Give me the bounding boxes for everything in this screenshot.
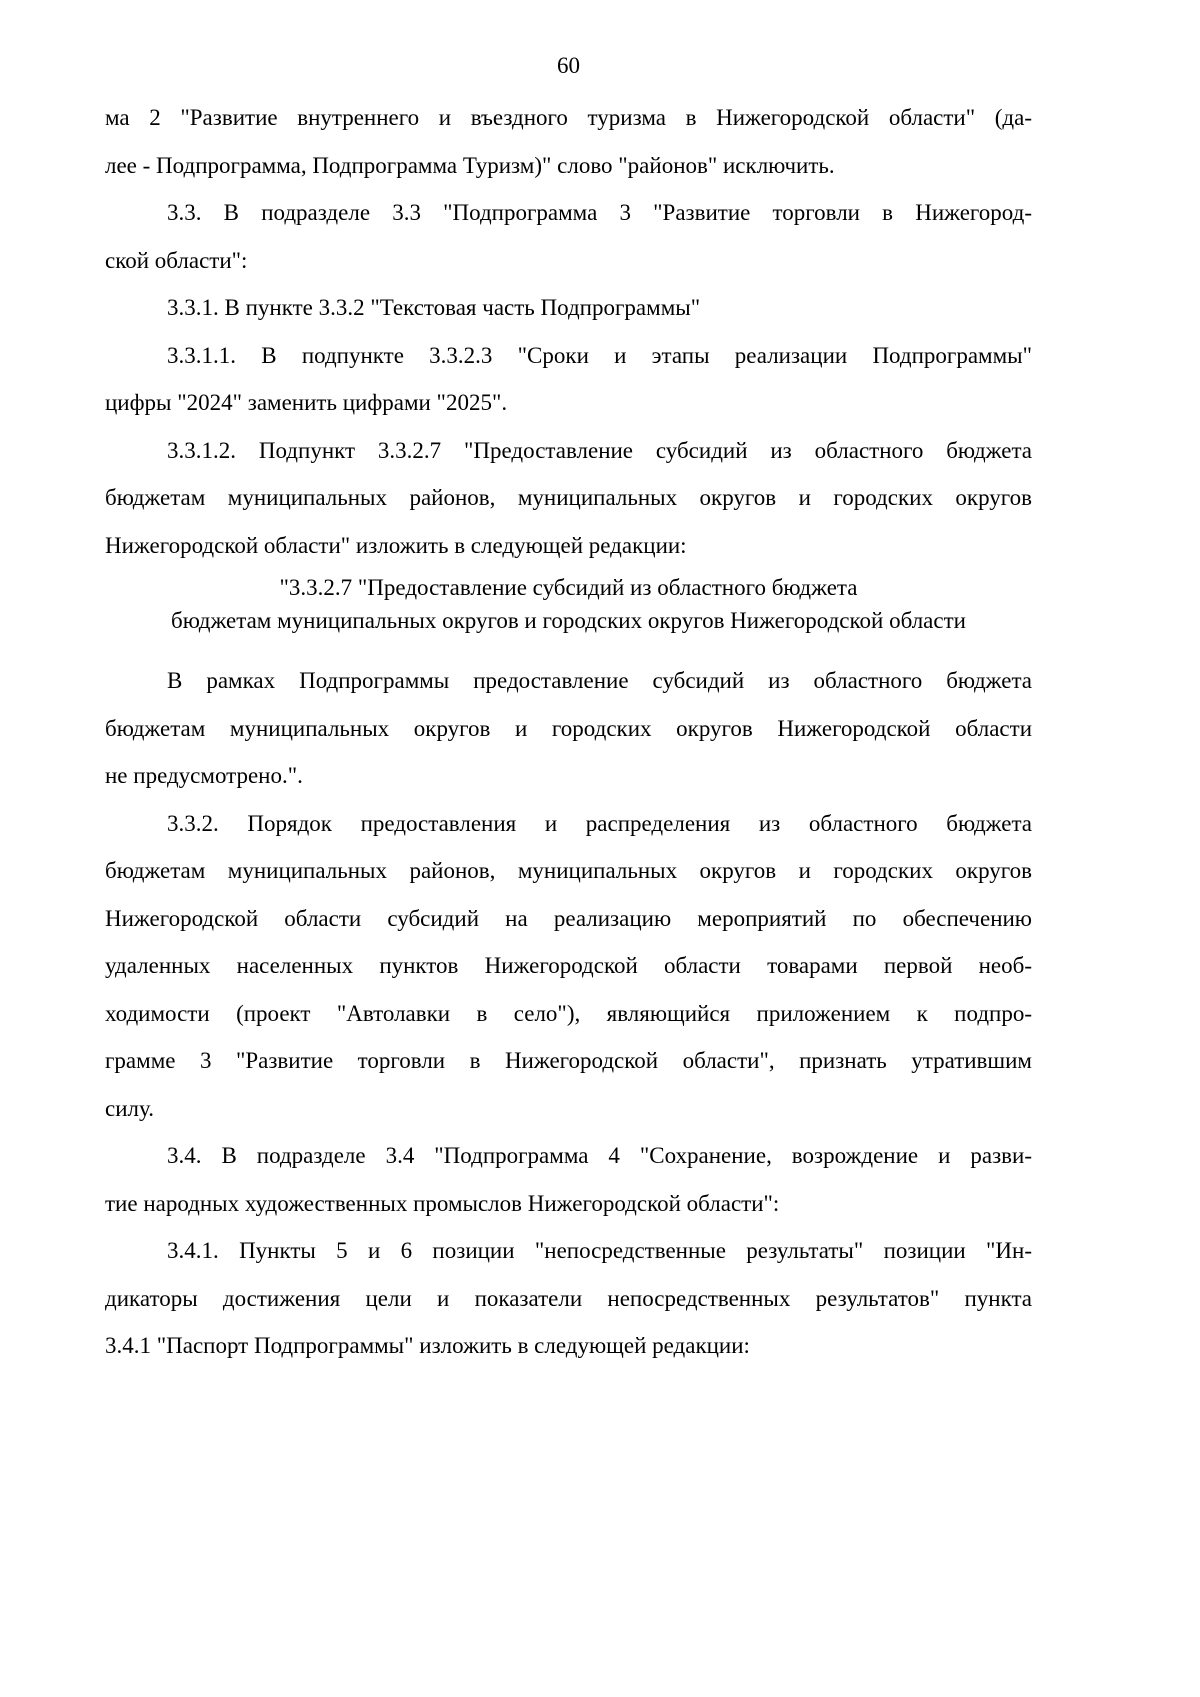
text-line: бюджетам муниципальных округов и городских округов Нижегородской области (105, 715, 1032, 741)
text-line: лее - Подпрограмма, Подпрограмма Туризм)" слово "районов" исключить. (105, 152, 835, 178)
text-line: 3.4.1. Пункты 5 и 6 позиции "непосредственные результаты" позиции "Ин- (167, 1238, 1032, 1263)
text-line: силу. (105, 1095, 154, 1121)
text-line: цифры "2024" заменить цифрами "2025". (105, 390, 508, 415)
text-line: В рамках Подпрограммы предоставление субсидий из областного бюджета (167, 668, 1032, 693)
text-line: ходимости (проект "Автолавки в село"), являющийся приложением к подпро- (105, 1000, 1032, 1026)
paragraph (105, 800, 1032, 1133)
paragraph (105, 94, 1032, 189)
paragraph (105, 657, 1032, 800)
text-line: дикаторы достижения цели и показатели непосредственных результатов" пункта (105, 1285, 1032, 1311)
paragraph (105, 189, 1032, 284)
text-line: 3.4. В подразделе 3.4 "Подпрограмма 4 "Сохранение, возрождение и разви- (167, 1143, 1032, 1168)
paragraph (105, 427, 1032, 570)
paragraph (105, 284, 1032, 332)
text-line: бюджетам муниципальных районов, муниципальных округов и городских округов (105, 858, 1032, 883)
text-line: бюджетам муниципальных районов, муниципальных округов и городских округов (105, 485, 1032, 510)
text-line: бюджетам муниципальных округов и городских округов Нижегородской области (171, 608, 966, 633)
text-line: ма 2 "Развитие внутреннего и въездного туризма в Нижегородской области" (да- (105, 105, 1032, 130)
text-line: не предусмотрено.". (105, 763, 303, 788)
text-line: грамме 3 "Развитие торговли в Нижегородской области", признать утратившим (105, 1048, 1032, 1073)
text-line: 3.3.2. Порядок предоставления и распределения из областного бюджета (167, 810, 1032, 836)
text-line: Нижегородской области субсидий на реализацию мероприятий по обеспечению (105, 905, 1032, 931)
paragraph (105, 571, 1032, 637)
text-line: 3.4.1 "Паспорт Подпрограммы" изложить в следующей редакции: (105, 1333, 750, 1358)
text-line: "3.3.2.7 "Предоставление субсидий из областного бюджета (279, 575, 858, 600)
document-body (105, 94, 1032, 1370)
text-line: 3.3.1. В пункте 3.3.2 "Текстовая часть Подпрограммы" (167, 295, 701, 320)
text-line: 3.3. В подразделе 3.3 "Подпрограмма 3 "Развитие торговли в Нижегород- (167, 200, 1032, 225)
text-line: ской области": (105, 247, 248, 273)
text-line: тие народных художественных промыслов Нижегородской области": (105, 1190, 780, 1216)
text-line: 3.3.1.1. В подпункте 3.3.2.3 "Сроки и этапы реализации Подпрограммы" (167, 342, 1032, 368)
text-line: 3.3.1.2. Подпункт 3.3.2.7 "Предоставление субсидий из областного бюджета (167, 437, 1032, 463)
paragraph (105, 1132, 1032, 1227)
text-line: удаленных населенных пунктов Нижегородской области товарами первой необ- (105, 953, 1032, 978)
paragraph (105, 332, 1032, 427)
page-number: 60 (557, 53, 580, 78)
text-line: Нижегородской области" изложить в следующей редакции: (105, 532, 687, 558)
paragraph (105, 1227, 1032, 1370)
